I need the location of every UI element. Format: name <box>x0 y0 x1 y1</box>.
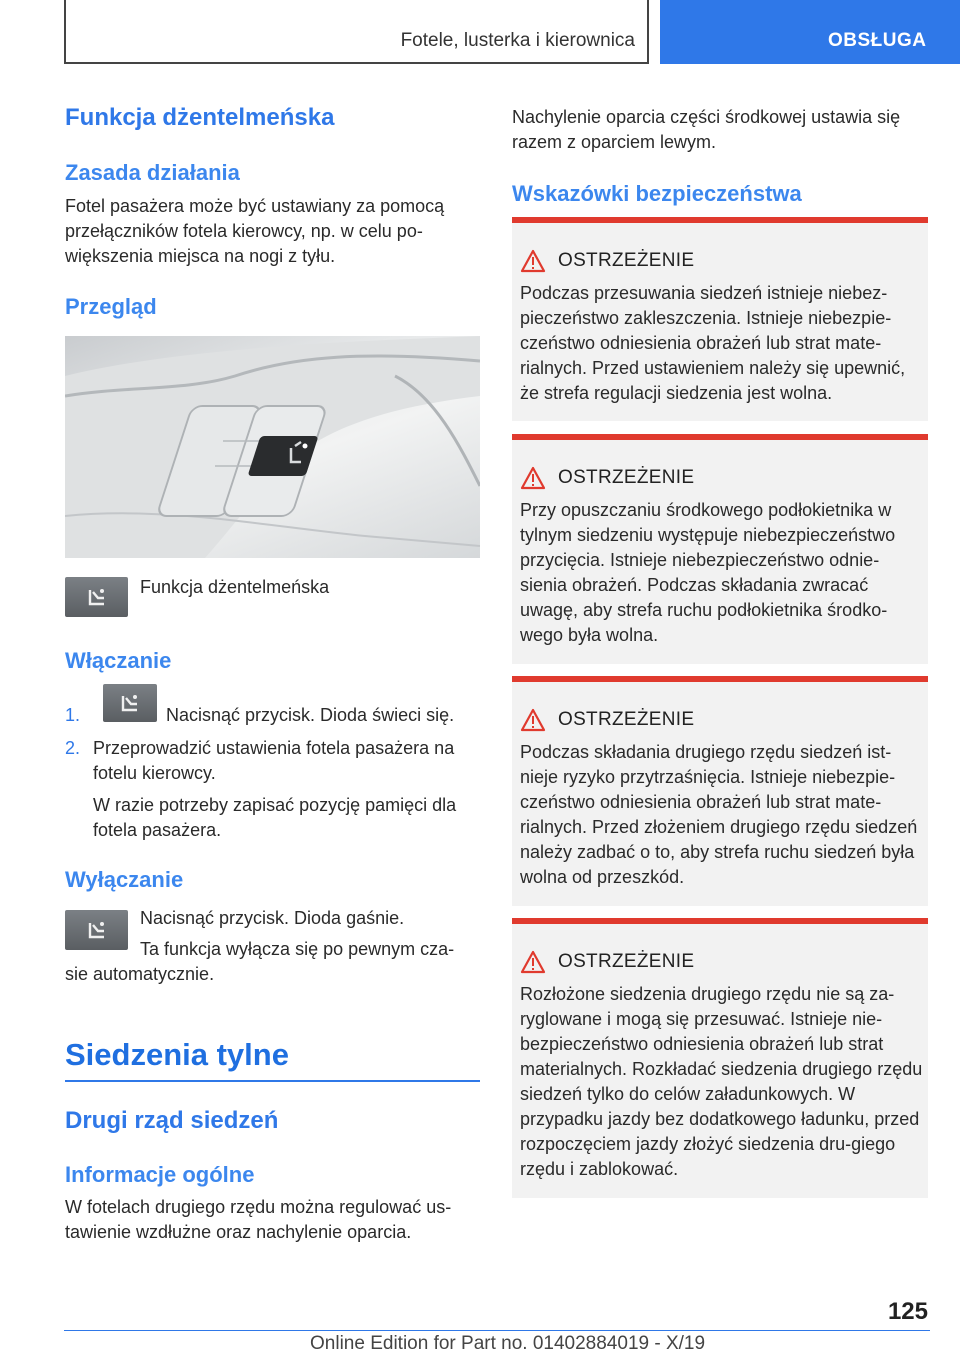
warning-title: OSTRZEŻENIE <box>558 467 695 488</box>
warning-triangle-icon <box>520 249 546 273</box>
warning-title: OSTRZEŻENIE <box>558 250 695 271</box>
off-text-1: Nacisnąć przycisk. Dioda gaśnie. <box>140 908 405 928</box>
heading-rear-seats: Siedzenia tylne <box>65 1037 289 1072</box>
off-text-2b: sie automatycznie. <box>65 964 215 984</box>
warning-text: Podczas przesuwania siedzeń istnieje niebez-pieczeństwo zakleszczenia. Istnieje niebezpie-czeństwo odniesienia obrażeń lub strat mate-rialnych. Przed ustawieniem należy się upewnić, że strefa regulacji siedzenia jest wolna. <box>520 283 906 403</box>
section-rule <box>65 1080 480 1082</box>
warning-header <box>520 466 694 490</box>
heading-safety-notes: Wskazówki bezpieczeństwa <box>512 181 802 206</box>
chapter-tab-label: OBSŁUGA <box>828 30 927 51</box>
warning-box-2 <box>512 434 928 664</box>
warning-title: OSTRZEŻENIE <box>558 951 695 972</box>
header-frame <box>64 0 649 64</box>
gentleman-button-off-icon <box>65 910 128 950</box>
heading-gentleman-function: Funkcja dżentelmeńska <box>65 104 335 131</box>
warning-text: Rozłożone siedzenia drugiego rzędu nie są za-ryglowane i mogą się przesuwać. Istnieje nie-bezpieczeństwo odniesienia obrażeń lub strat materialnych. Rozkładać siedzenia drugiego rzędu siedzeń tylko do celów załadunkowych. W przypadku jazdy bez dodatkowego ładunku, przed rozpoczęciem jazdy złożyć siedzenia dru-giego rzędu i zablokować. <box>520 984 923 1179</box>
page-number: 125 <box>887 1298 928 1325</box>
heading-overview: Przegląd <box>65 294 157 319</box>
warning-triangle-icon <box>520 708 546 732</box>
warning-text: Przy opuszczaniu środkowego podłokietnika w tylnym siedzeniu występuje niebezpieczeństwo przycięcia. Istnieje niebezpieczeństwo odnie-sienia obrażeń. Podczas składania zwracać uwagę, aby strefa ruchu podłokietnika środko-wego była wolna. <box>520 500 896 645</box>
section-title: Fotele, lusterka i kierownica <box>400 30 635 51</box>
heading-principle: Zasada działania <box>65 160 240 185</box>
general-info-text: W fotelach drugiego rzędu można regulować us-tawienie wzdłużne oraz nachylenie oparcia. <box>65 1197 452 1242</box>
door-panel-illustration <box>65 336 480 558</box>
principle-text: Fotel pasażera może być ustawiany za pomocą przełączników fotela kierowcy, np. w celu po-większenia miejsca na nogi z tyłu. <box>65 196 445 266</box>
warning-text: Podczas składania drugiego rzędu siedzeń ist-nieje ryzyko przytrzaśnięcia. Istnieje niebezpie-czeństwo odniesienia obrażeń lub strat mate-rialnych. Przed złożeniem drugiego rzędu siedzeń należy zadbać o to, aby strefa ruchu siedzeń była wolna od przeszkód. <box>520 742 918 887</box>
chapter-tab[interactable] <box>660 0 960 64</box>
gentleman-button-icon <box>65 577 128 617</box>
backrest-intro-text: Nachylenie oparcia części środkowej ustawia się razem z oparciem lewym. <box>512 107 901 152</box>
step-2-number: 2. <box>65 738 81 758</box>
warning-header <box>520 950 694 974</box>
heading-switch-off: Wyłączanie <box>65 867 184 892</box>
off-text-2a: Ta funkcja wyłącza się po pewnym cza- <box>140 939 455 959</box>
warning-title: OSTRZEŻENIE <box>558 709 695 730</box>
photo-caption: Funkcja dżentelmeńska <box>140 577 330 597</box>
warning-header <box>520 249 694 273</box>
seat-switch-photo <box>65 336 480 558</box>
heading-general-info: Informacje ogólne <box>65 1162 255 1187</box>
warning-box-1 <box>512 217 928 421</box>
heading-second-row: Drugi rząd siedzeń <box>65 1107 279 1134</box>
warning-triangle-icon <box>520 950 546 974</box>
step-2-subtext: W razie potrzeby zapisać pozycję pamięci dla fotela pasażera. <box>93 795 457 840</box>
edition-line: Online Edition for Part no. 01402884019 - X/19 <box>310 1333 706 1354</box>
warning-triangle-icon <box>520 466 546 490</box>
step-1-number: 1. <box>65 705 81 725</box>
warning-box-3 <box>512 676 928 906</box>
heading-switch-on: Włączanie <box>65 648 172 673</box>
gentleman-button-inline-icon <box>103 684 157 722</box>
footer-rule <box>64 1330 930 1331</box>
warning-box-4 <box>512 918 928 1198</box>
warning-header <box>520 708 694 732</box>
step-2-text: Przeprowadzić ustawienia fotela pasażera na fotelu kierowcy. <box>93 738 455 783</box>
step-1-text: Nacisnąć przycisk. Dioda świeci się. <box>166 705 455 725</box>
